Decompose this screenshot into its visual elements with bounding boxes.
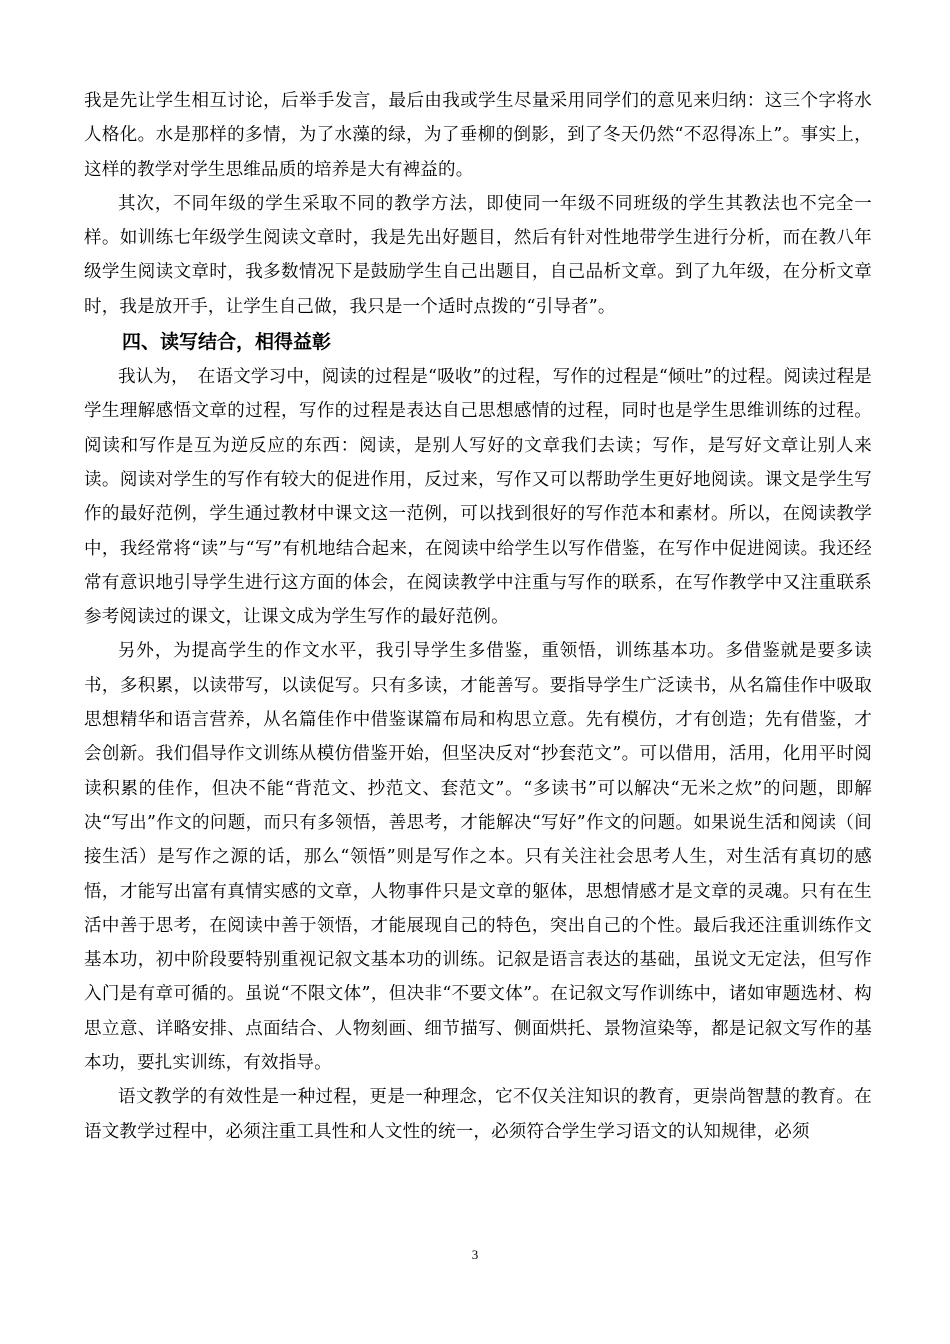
paragraph-composition-skills: 另外，为提高学生的作文水平，我引导学生多借鉴，重领悟，训练基本功。多借鉴就是要多读书，多积累，以读带写，以读促写。只有多读，才能善写。要指导学生广泛读书，从名篇佳作中吸取思想精华和语言营养，从名篇佳作中借鉴谋篇布局和构思立意。先有模仿，才有创造；先有借鉴，才会创新。我们倡导作文训练从模仿借鉴开始，但坚决反对“抄套范文”。可以借用，活用，化用平时阅读积累的佳作，但决不能“背范文、抄范文、套范文”。“多读书”可以解决“无米之炊”的问题，即解决“写出”作文的问题，而只有多领悟，善思考，才能解决“写好”作文的问题。如果说生活和阅读（间接生活）是写作之源的话，那么“领悟”则是写作之本。只有关注社会思考人生，对生活有真切的感悟，才能写出富有真情实感的文章，人物事件只是文章的躯体，思想情感才是文章的灵魂。只有在生活中善于思考，在阅读中善于领悟，才能展现自己的特色，突出自己的个性。最后我还注重训练作文基本功，初中阶段要特别重视记叙文基本功的训练。记叙是语言表达的基础，虽说文无定法，但写作入门是有章可循的。虽说“不限文体”，但决非“不要文体”。在记叙文写作训练中，诸如审题选材、构思立意、详略安排、点面结合、人物刻画、细节描写、侧面烘托、景物渲染等，都是记叙文写作的基本功，要扎实训练，有效指导。 xyxy=(84,641,872,1074)
page-number: 3 xyxy=(471,1247,479,1262)
section-heading-reading-writing: 四、读写结合，相得益彰 xyxy=(122,331,332,354)
paragraph-grade-methods: 其次，不同年级的学生采取不同的教学方法，即使同一年级不同班级的学生其教法也不完全一样。如训练七年级学生阅读文章时，我是先出好题目，然后有针对性地带学生进行分析，而在教八年级学生阅读文章时，我多数情况下是鼓励学生自己出题目，自己品析文章。到了九年级，在分析文章时，我是放开手，让学生自己做，我只是一个适时点拨的“引导者”。 xyxy=(84,193,872,317)
paragraph-discussion: 我是先让学生相互讨论，后举手发言，最后由我或学生尽量采用同学们的意见来归纳：这三个字将水人格化。水是那样的多情，为了水藻的绿，为了垂柳的倒影，到了冬天仍然“不忍得冻上”。事实上，这样的教学对学生思维品质的培养是大有裨益的。 xyxy=(84,91,872,180)
paragraph-reading-writing: 我认为， 在语文学习中，阅读的过程是“吸收”的过程，写作的过程是“倾吐”的过程。阅读过程是学生理解感悟文章的过程，写作的过程是表达自己思想感情的过程，同时也是学生思维训练的过程。阅读和写作是互为逆反应的东西：阅读，是别人写好的文章我们去读；写作，是写好文章让别人来读。阅读对学生的写作有较大的促进作用，反过来，写作又可以帮助学生更好地阅读。课文是学生写作的最好范例，学生通过教材中课文这一范例，可以找到很好的写作范本和素材。所以，在阅读教学中，我经常将“读”与“写”有机地结合起来，在阅读中给学生以写作借鉴，在写作中促进阅读。我还经常有意识地引导学生进行这方面的体会，在阅读教学中注重与写作的联系，在写作教学中又注重联系参考阅读过的课文，让课文成为学生写作的最好范例。 xyxy=(84,367,872,628)
paragraph-effectiveness: 语文教学的有效性是一种过程，更是一种理念，它不仅关注知识的教育，更崇尚智慧的教育。在语文教学过程中，必须注重工具性和人文性的统一，必须符合学生学习语文的认知规律，必须 xyxy=(84,1087,872,1142)
document-body xyxy=(84,84,872,1149)
